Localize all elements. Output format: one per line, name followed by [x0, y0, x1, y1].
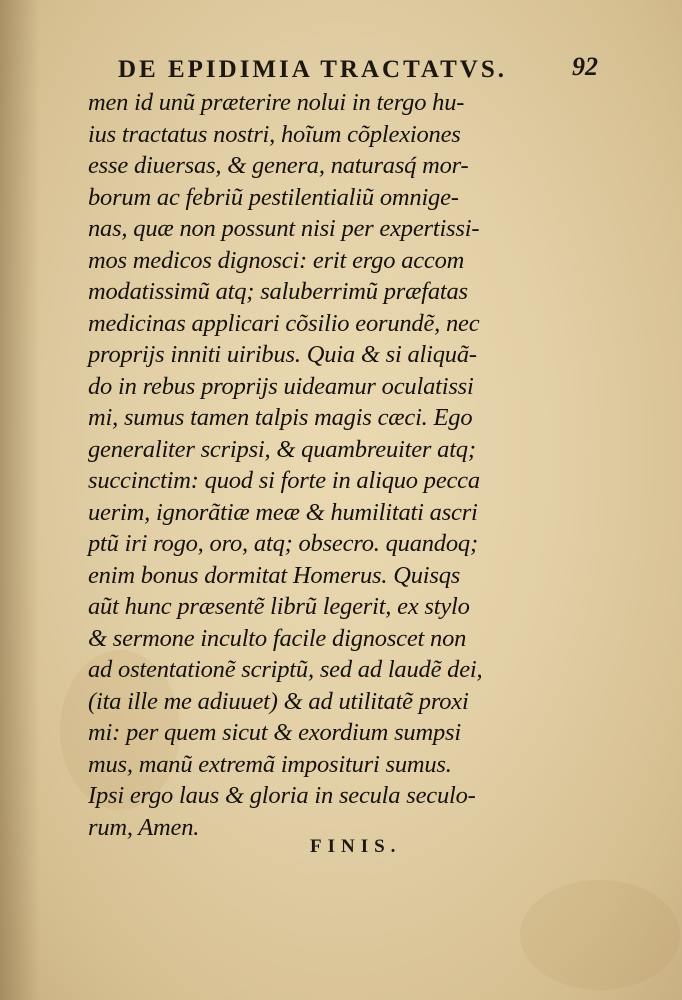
text-line: rum, Amen. — [88, 813, 200, 841]
text-line: & sermone inculto facile dignoscet non — [88, 624, 467, 652]
text-line: medicinas applicari cõsilio eorundẽ, nec — [88, 309, 480, 337]
text-block — [88, 87, 558, 843]
text-line: (ita ille me adiuuet) & ad utilitatẽ proxi — [88, 687, 469, 715]
text-line: ptũ iri rogo, oro, atq; obsecro. quandoq; — [88, 530, 478, 557]
text-line: generaliter scripsi, & quambreuiter atq; — [88, 435, 476, 463]
text-line: modatissimũ atq; saluberrimũ præfatas — [88, 278, 468, 305]
text-line: Ipsi ergo laus & gloria in secula seculo- — [88, 782, 476, 809]
text-line: mi, sumus tamen talpis magis cæci. Ego — [88, 404, 473, 431]
running-head — [118, 52, 598, 88]
paper-stain — [520, 880, 680, 990]
text-line: mi: per quem sicut & exordium sumpsi — [88, 719, 461, 746]
running-title: DE EPIDIMIA TRACTATVS. — [118, 56, 507, 83]
page-number: 92 — [572, 52, 598, 81]
text-line: uerim, ignorãtiæ meæ & humilitati ascri — [88, 498, 478, 526]
gutter-shadow — [0, 0, 40, 1000]
text-line: do in rebus proprijs uideamur oculatissi — [88, 372, 474, 400]
text-line: succinctim: quod si forte in aliquo pecca — [88, 467, 480, 494]
text-line: aũt hunc præsentẽ librũ legerit, ex stylo — [88, 593, 470, 620]
text-line: borum ac febriũ pestilentialiũ omnige- — [88, 183, 459, 211]
text-line: proprijs inniti uiribus. Quia & si aliquã- — [88, 341, 477, 368]
text-line: ad ostentationẽ scriptũ, sed ad laudẽ dei, — [88, 656, 483, 683]
finis-colophon: FINIS. — [310, 836, 402, 857]
text-line: ius tractatus nostri, hoĩum cõplexiones — [88, 120, 461, 148]
text-line: nas, quæ non possunt nisi per expertissi- — [88, 215, 480, 242]
text-line: mos medicos dignosci: erit ergo accom — [88, 246, 465, 274]
text-line: enim bonus dormitat Homerus. Quisqs — [88, 561, 461, 589]
text-line: esse diuersas, & genera, naturasq́ mor- — [88, 152, 469, 179]
text-line: mus, manũ extremã imposituri sumus. — [88, 750, 452, 778]
text-line: men id unũ præterire nolui in tergo hu- — [88, 89, 465, 116]
